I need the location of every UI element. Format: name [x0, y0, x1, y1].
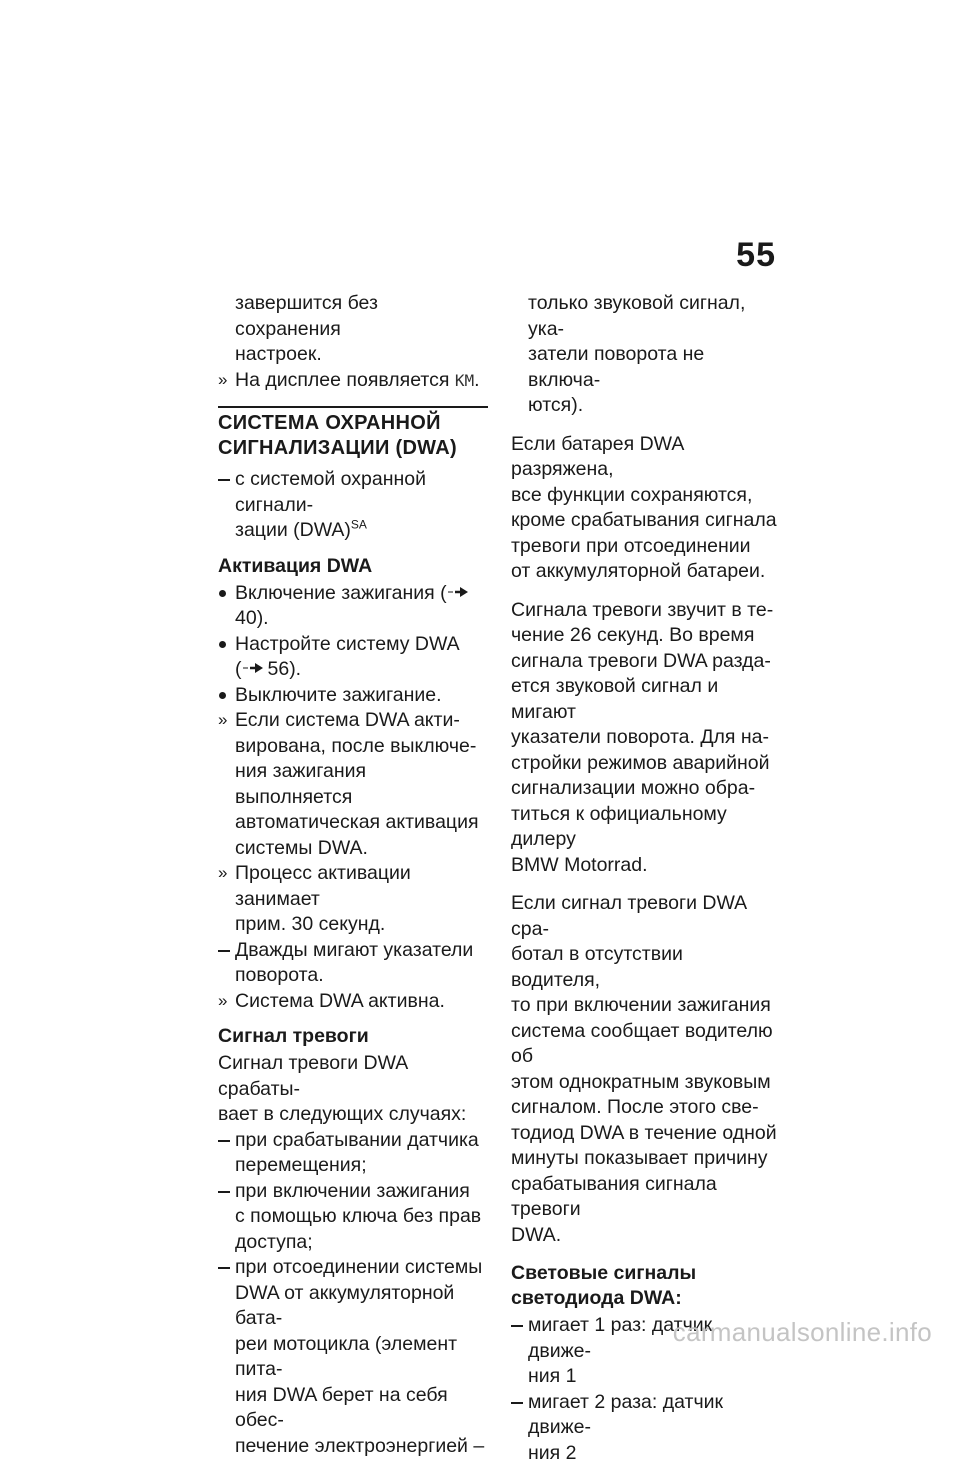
text-line: чение 26 секунд. Во время	[511, 623, 777, 649]
result-line: автоматическая активация	[235, 810, 488, 836]
case-line: при включении зажигания	[235, 1179, 488, 1205]
right-column	[511, 291, 777, 1466]
step-paren: (	[235, 658, 242, 680]
case-line: доступа;	[235, 1230, 488, 1256]
case-line: реи мотоцикла (элемент пита-	[235, 1332, 488, 1383]
page-reference-arrow-icon	[447, 586, 469, 598]
display-text: На дисплее появляется	[235, 369, 455, 391]
activation-title: Активация DWA	[218, 554, 488, 579]
section-title-line: СИГНАЛИЗАЦИИ (DWA)	[218, 436, 488, 461]
text-line: затели поворота не включа-	[528, 342, 777, 393]
step-item	[218, 683, 488, 709]
case-line: перемещения;	[235, 1153, 488, 1179]
section-title	[218, 411, 488, 461]
case-item	[218, 1179, 488, 1256]
led-title-line: Световые сигналы	[511, 1261, 777, 1286]
step-text	[235, 657, 488, 683]
led-line: мигает 1 раз: датчик движе-	[528, 1313, 777, 1364]
display-code: KM	[455, 371, 474, 390]
text-line: Если батарея DWA разряжена,	[511, 432, 777, 483]
section-divider	[218, 406, 488, 461]
result-line: прим. 30 секунд.	[235, 912, 488, 938]
result-line: системы DWA.	[235, 836, 488, 862]
continued-case	[511, 291, 777, 419]
led-line: ния 1	[528, 1364, 777, 1390]
absence-paragraph	[511, 891, 777, 1248]
text-line: ется звуковой сигнал и мигают	[511, 674, 777, 725]
led-line: мигает 2 раза: датчик движе-	[528, 1390, 777, 1441]
result-line: вирована, после выключе-	[235, 734, 488, 760]
text-line: тревоги при отсоединении	[511, 534, 777, 560]
option-line	[235, 518, 488, 544]
text-line: сигналом. После этого све-	[511, 1095, 777, 1121]
page-number: 55	[736, 236, 776, 275]
text-line: кроме срабатывания сигнала	[511, 508, 777, 534]
text-line: ботал в отсутствии водителя,	[511, 942, 777, 993]
step-text: Выключите зажигание.	[235, 684, 442, 706]
text-line: то при включении зажигания	[511, 993, 777, 1019]
case-line: DWA от аккумуляторной бата-	[235, 1281, 488, 1332]
text-line: система сообщает водителю об	[511, 1019, 777, 1070]
dash-line: Дважды мигают указатели	[235, 938, 488, 964]
alarm-title: Сигнал тревоги	[218, 1024, 488, 1049]
led-signals-title	[511, 1261, 777, 1311]
result-item	[218, 861, 488, 938]
result-item	[218, 989, 488, 1015]
led-item	[511, 1390, 777, 1466]
option-sup: SA	[351, 518, 367, 532]
option-text: зации (DWA)	[235, 519, 351, 541]
text-line: срабатывания сигнала тревоги	[511, 1172, 777, 1223]
option-item	[218, 467, 488, 544]
option-line: с системой охранной сигнали-	[235, 467, 488, 518]
case-line: при срабатывании датчика	[235, 1128, 488, 1154]
step-ref[interactable]: 40).	[235, 607, 269, 629]
case-line: печение электроэнергией –	[235, 1434, 488, 1460]
case-item	[218, 1255, 488, 1459]
left-column	[218, 291, 488, 1459]
text-line: DWA.	[511, 1223, 777, 1249]
text-line: сигнала тревоги DWA разда-	[511, 649, 777, 675]
step-item	[218, 632, 488, 683]
case-line: ния DWA берет на себя обес-	[235, 1383, 488, 1434]
result-item-display	[218, 368, 488, 394]
text-line: минуты показывает причину	[511, 1146, 777, 1172]
result-item	[218, 708, 488, 861]
step-text: Включение зажигания (	[235, 582, 447, 604]
led-line: ния 2	[528, 1441, 777, 1466]
text-line: Если сигнал тревоги DWA сра-	[511, 891, 777, 942]
text-line: ются).	[528, 393, 777, 419]
text-line: от аккумуляторной батареи.	[511, 559, 777, 585]
alarm-duration-paragraph	[511, 598, 777, 879]
text-line: только звуковой сигнал, ука-	[528, 291, 777, 342]
section-title-line: СИСТЕМА ОХРАННОЙ	[218, 411, 488, 436]
alarm-intro-line: Сигнал тревоги DWA срабаты-	[218, 1051, 488, 1102]
text-line: Сигнала тревоги звучит в те-	[511, 598, 777, 624]
step-item	[218, 581, 488, 632]
case-line: при отсоединении системы	[235, 1255, 488, 1281]
text-line: указатели поворота. Для на-	[511, 725, 777, 751]
intro-line: завершится без сохранения	[218, 291, 488, 342]
text-line: все функции сохраняются,	[511, 483, 777, 509]
text-line: тодиод DWA в течение одной	[511, 1121, 777, 1147]
text-line: титься к официальному дилеру	[511, 802, 777, 853]
dash-line: поворота.	[235, 963, 488, 989]
step-text: Настройте систему DWA	[235, 632, 488, 658]
dash-item	[218, 938, 488, 989]
alarm-intro-line: вает в следующих случаях:	[218, 1102, 488, 1128]
intro-line: настроек.	[218, 342, 488, 368]
led-title-line: светодиода DWA:	[511, 1286, 777, 1311]
step-ref[interactable]: 56).	[268, 658, 302, 680]
result-line: Процесс активации занимает	[235, 861, 488, 912]
display-text-end: .	[474, 369, 479, 391]
case-item	[218, 1128, 488, 1179]
result-line: Система DWA активна.	[235, 990, 445, 1012]
page-reference-arrow-icon	[242, 662, 264, 674]
result-line: Если система DWA акти-	[235, 708, 488, 734]
result-line: ния зажигания выполняется	[235, 759, 488, 810]
battery-paragraph	[511, 432, 777, 585]
text-line: сигнализации можно обра-	[511, 776, 777, 802]
case-line: с помощью ключа без прав	[235, 1204, 488, 1230]
text-line: BMW Motorrad.	[511, 853, 777, 879]
text-line: этом однократным звуковым	[511, 1070, 777, 1096]
watermark: carmanualsonline.info	[673, 1317, 932, 1348]
text-line: стройки режимов аварийной	[511, 751, 777, 777]
